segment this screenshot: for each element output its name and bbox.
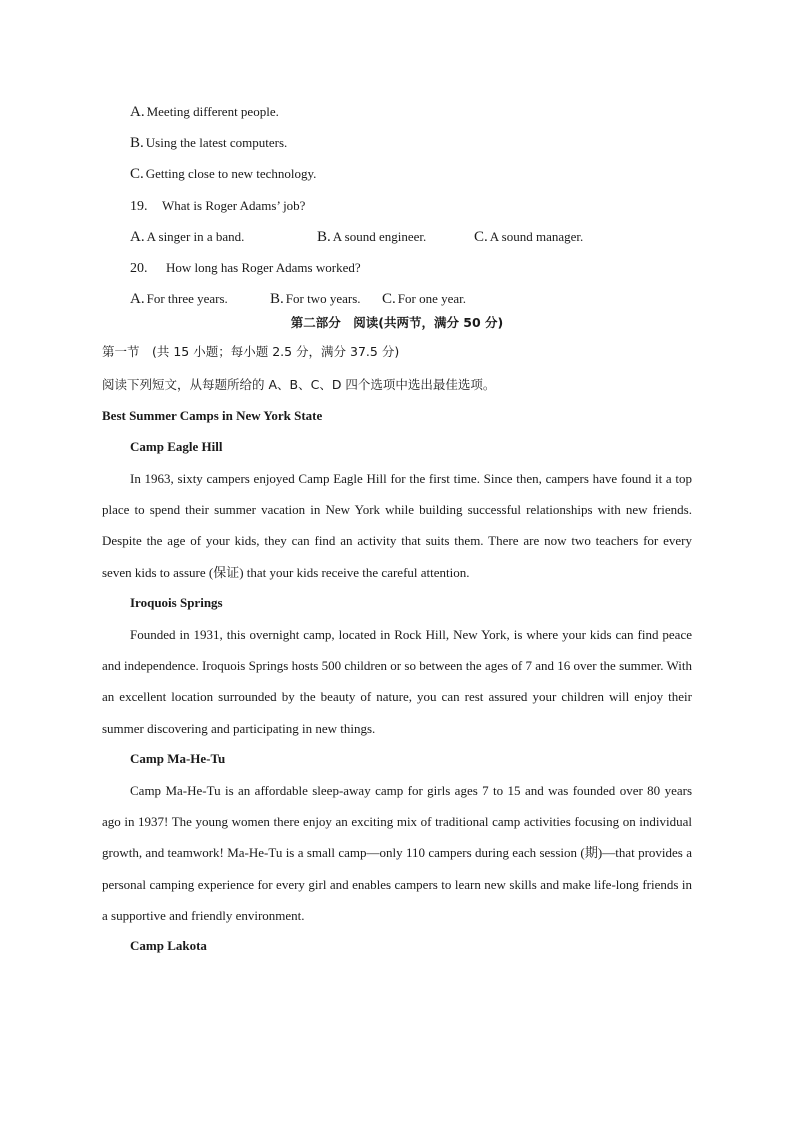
option-letter: C.	[130, 166, 144, 182]
option-letter: B.	[317, 229, 331, 245]
question-number: 19.	[130, 199, 148, 214]
camp-heading: Camp Ma-He-Tu	[130, 751, 226, 766]
part-title: 第二部分 阅读(共两节，满分 50 分)	[290, 315, 504, 330]
q20-number	[130, 260, 148, 277]
option-text: Using the latest computers.	[145, 135, 288, 150]
option-letter: A.	[130, 229, 145, 245]
q20-question: How long has Roger Adams worked?	[166, 260, 361, 275]
option-letter: C.	[382, 291, 396, 307]
camp-heading: Camp Lakota	[130, 938, 207, 953]
camp-heading: Iroquois Springs	[130, 595, 223, 610]
option-letter: B.	[270, 291, 284, 307]
camp-paragraph: In 1963, sixty campers enjoyed Camp Eagle Hill for the first time. Since then, campers have found it a top place to spend their summer vacation in New York while building successful relationships with new friends. Despite the age of your kids, they can find an activity that suits them. There are now two teachers for every seven kids to assure (保证) that your kids receive the careful attention.	[102, 471, 692, 580]
option-text: A singer in a band.	[146, 229, 245, 244]
q19-number	[130, 198, 148, 215]
question-number: 20.	[130, 261, 148, 276]
option-letter: B.	[130, 135, 144, 151]
q19-option-b	[317, 229, 426, 245]
q18-option-b	[130, 135, 287, 151]
q18-option-a	[130, 104, 279, 120]
q20-option-b	[270, 291, 361, 307]
option-letter: A.	[130, 104, 145, 120]
option-text: Meeting different people.	[146, 104, 279, 119]
q18-option-c	[130, 166, 316, 182]
option-text: For two years.	[285, 291, 361, 306]
option-text: For one year.	[397, 291, 466, 306]
option-letter: C.	[474, 229, 488, 245]
q19-question: What is Roger Adams’ job?	[162, 198, 306, 213]
section-title: 第一节 (共 15 小题；每小题 2.5 分，满分 37.5 分)	[102, 344, 400, 359]
option-letter: A.	[130, 291, 145, 307]
camp-paragraph: Founded in 1931, this overnight camp, located in Rock Hill, New York, is where your kids can find peace and independence. Iroquois Springs hosts 500 children or so between the ages of 7 and 16 over the summer. With an excellent location surrounded by the beauty of nature, you can rest assured your children will enjoy their summer discovering and participating in new things.	[102, 627, 692, 736]
option-text: A sound engineer.	[332, 229, 427, 244]
camp-heading: Camp Eagle Hill	[130, 439, 223, 454]
option-text: For three years.	[146, 291, 228, 306]
instruction: 阅读下列短文，从每题所给的 A、B、C、D 四个选项中选出最佳选项。	[102, 377, 496, 392]
camp-paragraph: Camp Ma-He-Tu is an affordable sleep-away camp for girls ages 7 to 15 and was founded over 80 years ago in 1937! The young women there enjoy an exciting mix of traditional camp activities focusing on individual growth, and teamwork! Ma-He-Tu is a small camp—only 110 campers during each session (期)—that provides a personal camping experience for every girl and enables campers to learn new skills and make life-long friends in a supportive and friendly environment.	[102, 783, 692, 923]
option-text: Getting close to new technology.	[145, 166, 317, 181]
option-text: A sound manager.	[489, 229, 584, 244]
q20-option-c	[382, 291, 466, 307]
q19-option-a	[130, 229, 244, 245]
q19-option-c	[474, 229, 583, 245]
q20-option-a	[130, 291, 228, 307]
article-title: Best Summer Camps in New York State	[102, 408, 323, 423]
